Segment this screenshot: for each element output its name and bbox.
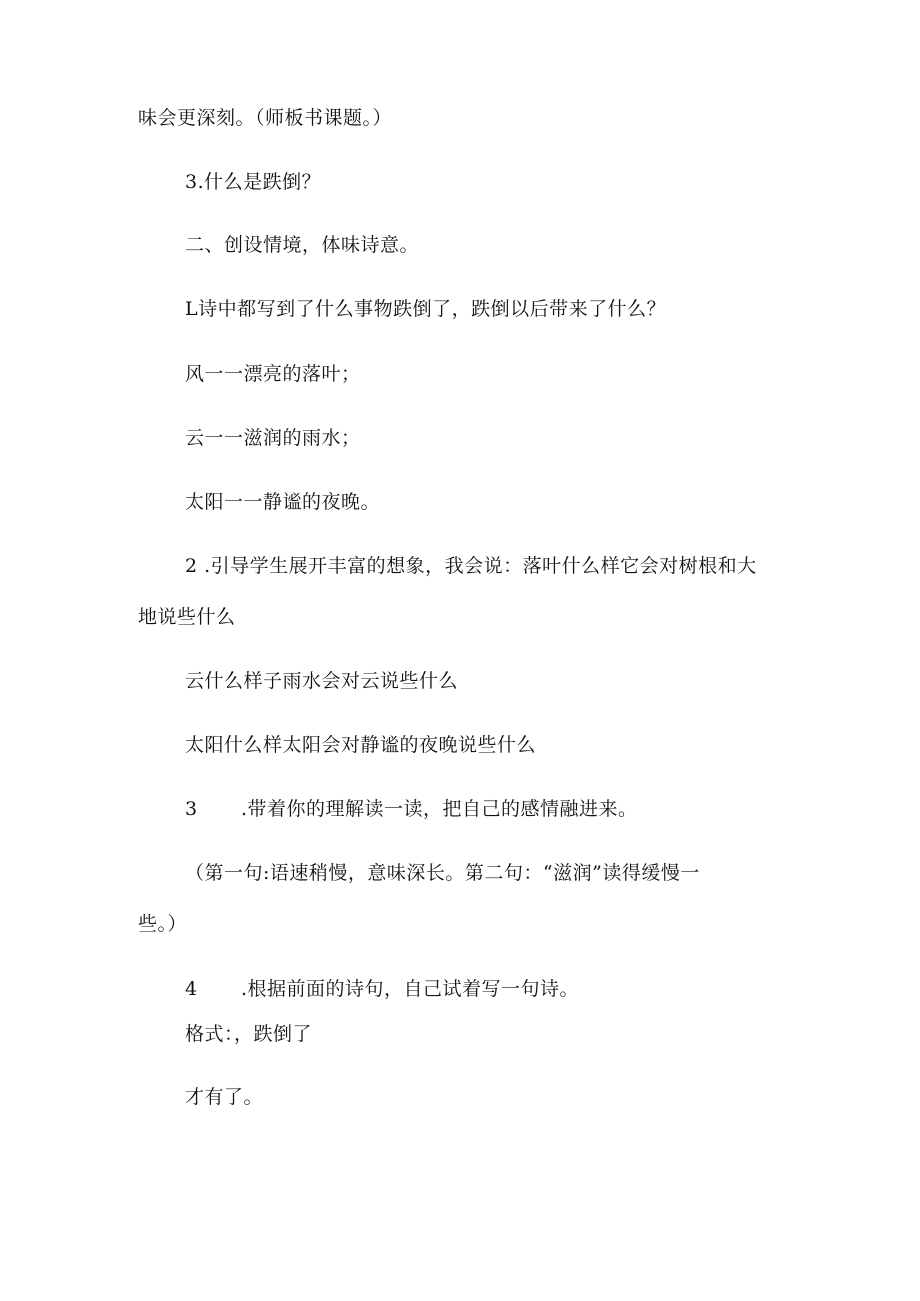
item-text: .带着你的理解读一读，把自己的感情融进来。 — [241, 798, 638, 820]
text-line: 2 .引导学生展开丰富的想象，我会说：落叶什么样它会对树根和大 — [185, 555, 757, 577]
item-number: 4 — [185, 978, 198, 1000]
numbered-item-3 — [185, 797, 638, 821]
text-line: 云什么样子雨水会对云说些什么 — [185, 670, 459, 692]
text-line: 地说些什么 — [138, 606, 236, 628]
text-line: 才有了。 — [185, 1086, 264, 1108]
text-line: 3.什么是跌倒？ — [185, 171, 322, 193]
text-line: （第一句:语速稍慢，意味深长。第二句：“滋润”读得缓慢一 — [185, 862, 700, 884]
text-line: 味会更深刻。（师板书课题。） — [138, 107, 393, 129]
text-line: 云一一滋润的雨水； — [185, 427, 361, 449]
numbered-item-4 — [185, 977, 579, 1001]
item-text: .根据前面的诗句，自己试着写一句诗。 — [241, 978, 580, 1000]
text-line: L诗中都写到了什么事物跌倒了，跌倒以后带来了什么？ — [185, 298, 667, 320]
text-line: 格式：，跌倒了 — [185, 1023, 313, 1045]
text-line: 太阳什么样太阳会对静谧的夜晚说些什么 — [185, 734, 537, 756]
text-line: 些。） — [138, 913, 188, 935]
text-line: 风一一漂亮的落叶； — [185, 363, 361, 385]
text-line: 太阳一一静谧的夜晚。 — [185, 491, 381, 513]
item-number: 3 — [185, 798, 198, 820]
section-heading: 二、创设情境，体味诗意。 — [185, 234, 420, 256]
